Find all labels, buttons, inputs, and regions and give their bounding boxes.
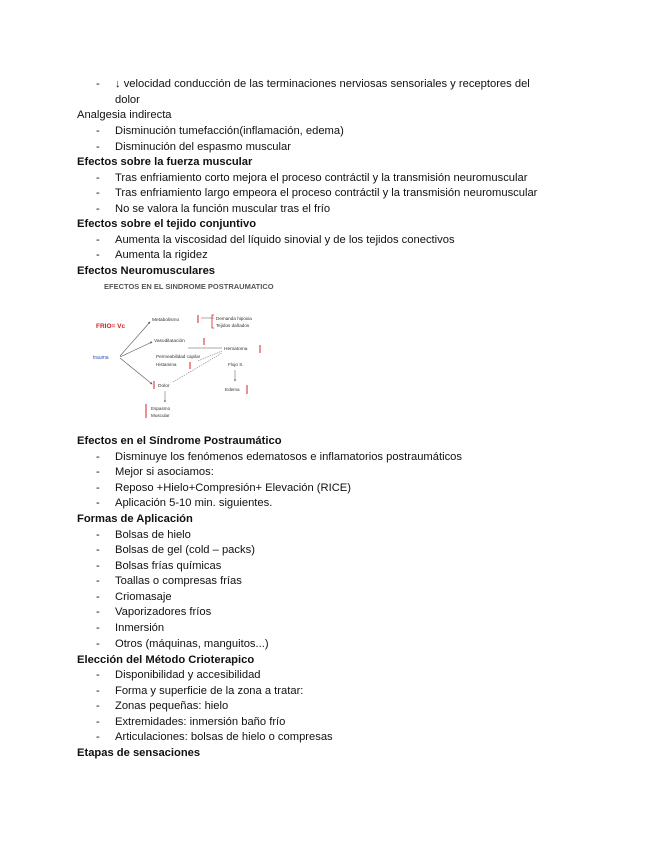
section-heading-neuromusculares: Efectos Neuromusculares [77,265,216,277]
section-heading-postraumatico: Efectos en el Síndrome Postraumático [77,435,282,447]
bullet-dash: - [96,685,100,697]
list-item-text: Zonas pequeñas: hielo [115,700,229,712]
edge-trauma-dolor [120,358,152,384]
list-item-text: Disminución tumefacción(inflamación, edema) [115,125,344,137]
label-vasodilatacion: Vasodilatación [154,339,185,344]
label-dolor: Dolor [158,384,170,389]
list-item-text: Aplicación 5-10 min. siguientes. [115,497,273,509]
label-espasmo: Espasmo [151,406,171,411]
bullet-dash: - [96,544,100,556]
bullet-dash: - [96,249,100,261]
list-item-text: Bolsas frías químicas [115,560,222,572]
bullet-dash: - [96,482,100,494]
list-item-text: Articulaciones: bolsas de hielo o compresas [115,731,333,743]
list-item-text: Mejor si asociamos: [115,466,214,478]
bullet-dash: - [96,172,100,184]
list-item-text-continued: dolor [115,94,140,106]
list-item-text: Disponibilidad y accesibilidad [115,669,261,681]
bullet-dash: - [96,731,100,743]
label-trauma: trauma [93,355,109,361]
list-item-text: Disminuye los fenómenos edematosos e inflamatorios postraumáticos [115,451,462,463]
label-hematoma: Hematoma [224,347,248,352]
list-item-text: Disminución del espasmo muscular [115,141,291,153]
bullet-dash: - [96,141,100,153]
section-heading-analgesia: Analgesia indirecta [77,109,172,121]
list-item-text: Inmersión [115,622,165,634]
bullet-dash: - [96,575,100,587]
bullet-dash: - [96,187,100,199]
bullet-dash: - [96,591,100,603]
section-heading-formas: Formas de Aplicación [77,513,193,525]
list-item-text: Tras enfriamiento largo empeora el proceso contráctil y la transmisión neuromuscular [115,187,538,199]
label-edema: Edema [225,387,240,392]
label-histamina: Histamina [156,362,177,367]
section-heading-etapas: Etapas de sensaciones [77,747,201,759]
label-demanda: Demanda hipoxia [216,316,252,321]
bullet-dash: - [96,203,100,215]
bracket [212,315,214,328]
bullet-dash: - [96,622,100,634]
list-item-text: Bolsas de hielo [115,529,191,541]
bullet-dash: - [96,497,100,509]
bullet-dash: - [96,669,100,681]
list-item-text: Extremidades: inmersión baño frío [115,716,286,728]
bullet-dash: - [96,700,100,712]
postraumatico-diagram [88,278,318,426]
bullet-dash: - [96,125,100,137]
bullet-dash: - [96,529,100,541]
bullet-dash: - [96,466,100,478]
bullet-dash: - [96,638,100,650]
list-item-text: Vaporizadores fríos [115,606,212,618]
bullet-dash: - [96,234,100,246]
section-heading-conjuntivo: Efectos sobre el tejido conjuntivo [77,218,257,230]
bullet-dash: - [96,451,100,463]
diagram-title: EFECTOS EN EL SINDROME POSTRAUMATICO [104,282,274,291]
list-item-text: Aumenta la viscosidad del líquido sinovial y de los tejidos conectivos [115,234,455,246]
label-flujo: Flujo S. [228,362,244,367]
list-item-text: Reposo +Hielo+Compresión+ Elevación (RICE) [115,482,351,494]
label-tejidos: Tejidos dañados [216,323,250,328]
list-item-text: Bolsas de gel (cold – packs) [115,544,255,556]
bullet-dash: - [96,606,100,618]
list-item-text: Criomasaje [115,591,172,603]
list-item-text: Toallas o compresas frías [115,575,242,587]
edge-to-flujo [198,351,222,361]
label-muscular: Muscular [151,413,170,418]
list-item-text: Otros (máquinas, manguitos...) [115,638,269,650]
label-frio: FRIO= Vc [96,323,126,330]
label-permeabilidad: Permeabilidad capilar [156,354,201,359]
bullet-dash: - [96,716,100,728]
list-item-text: Forma y superficie de la zona a tratar: [115,685,304,697]
list-item-text: Aumenta la rigidez [115,249,208,261]
label-metabolismo: Metabolismo [152,318,180,323]
bullet-dash: - [96,560,100,572]
edge-trauma-vasodilatacion [120,342,152,357]
list-item-text: Tras enfriamiento corto mejora el proceso contráctil y la transmisión neuromuscular [115,172,528,184]
bullet-dash: - [96,78,100,90]
list-item-text: No se valora la función muscular tras el frío [115,203,331,215]
section-heading-fuerza: Efectos sobre la fuerza muscular [77,156,253,168]
section-heading-eleccion: Elección del Método Crioterapico [77,654,255,666]
list-item-text: ↓ velocidad conducción de las terminaciones nerviosas sensoriales y receptores del [115,78,530,90]
